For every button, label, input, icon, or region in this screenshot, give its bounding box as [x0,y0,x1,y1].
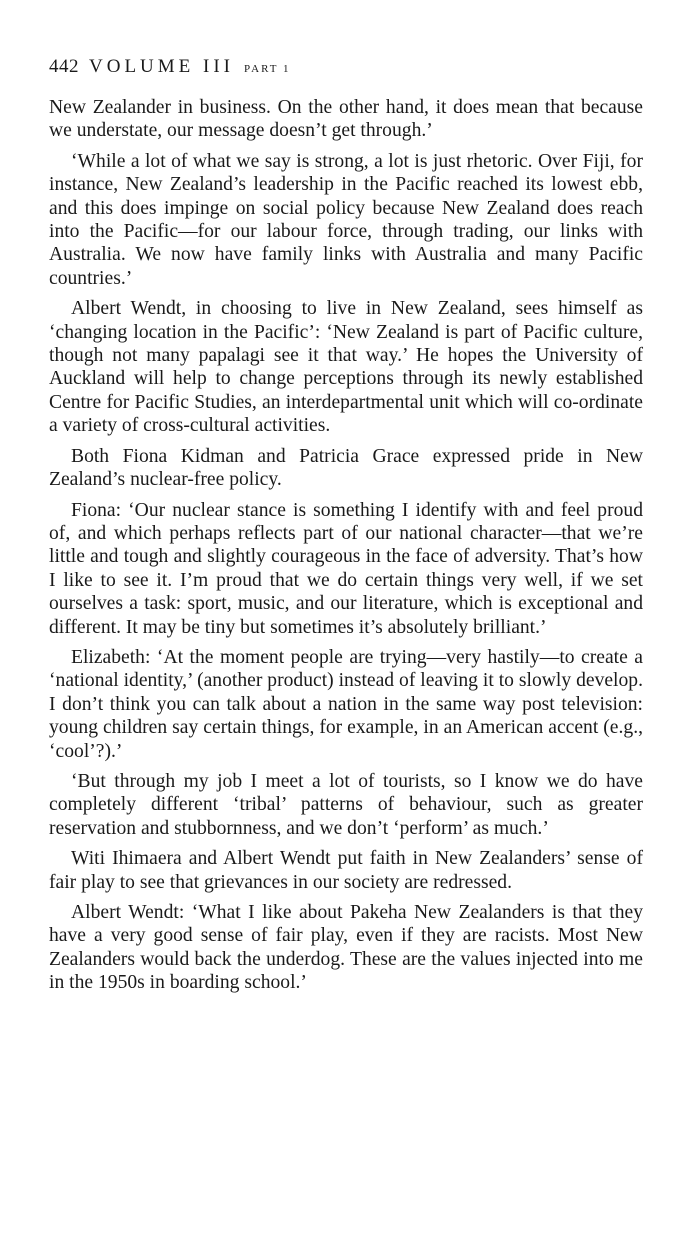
paragraph: Albert Wendt, in choosing to live in New Zealand, sees himself as ‘changing location in the Pacific’: ‘New Zealand is part of Pacific culture, though not many papalagi see it that way.’ He hopes the University of Auckland will help to change perceptions through its newly established Centre for Pacific Studies, an interdepartmental unit which will co-ordinate a variety of cross-cultural activities. [49,298,643,437]
volume-label: VOLUME III [89,56,235,77]
paragraph: ‘But through my job I meet a lot of tourists, so I know we do have completely different ‘tribal’ patterns of behaviour, such as greater reservation and stubbornness, and we don’t ‘perform’ as much.’ [49,770,643,839]
paragraph: Albert Wendt: ‘What I like about Pakeha New Zealanders is that they have a very good sense of fair play, even if they are racists. Most New Zealanders would back the underdog. These are the values injected into me in the 1950s in boarding school.’ [49,902,643,994]
part-label: PART 1 [244,63,291,75]
paragraph: ‘While a lot of what we say is strong, a lot is just rhetoric. Over Fiji, for instance, New Zealand’s leadership in the Pacific reached its lowest ebb, and this does impinge on social policy because New Zealand does reach into the Pacific—for our labour force, through trading, our links with Australia. We now have family links with Australia and many Pacific countries.’ [49,150,643,289]
page-number: 442 [49,56,79,77]
paragraph: Both Fiona Kidman and Patricia Grace expressed pride in New Zealand’s nuclear-free policy. [49,445,643,491]
book-page [49,52,643,1002]
paragraph-continued: New Zealander in business. On the other hand, it does mean that because we understate, our message doesn’t get through.’ [49,97,643,142]
paragraph: Witi Ihimaera and Albert Wendt put faith in New Zealanders’ sense of fair play to see that grievances in our society are redressed. [49,848,643,893]
running-head [49,52,643,84]
paragraph: Elizabeth: ‘At the moment people are trying—very hastily—to create a ‘national identity,’ (another product) instead of leaving it to slowly develop. I don’t think you can talk about a nation in the same way post television: young children say certain things, for example, in an American accent (e.g., ‘cool’?).’ [49,646,643,762]
paragraph: Fiona: ‘Our nuclear stance is something I identify with and feel proud of, and which perhaps reflects part of our national character—that we’re little and tough and slightly courageous in the face of adversity. That’s how I like to see it. I’m proud that we do certain things very well, if we set ourselves a task: sport, music, and our literature, which is exceptional and different. It may be tiny but sometimes it’s absolutely brilliant.’ [49,499,643,638]
